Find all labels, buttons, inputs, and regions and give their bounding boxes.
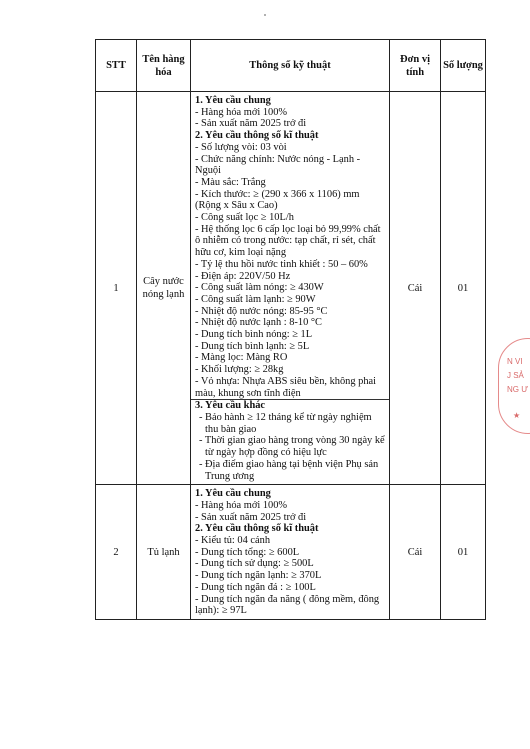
spec-section-title: 2. Yêu cầu thông số kĩ thuật: [195, 523, 319, 535]
spec-line: - Dung tích ngăn đa năng ( đông mềm, đông lạnh): ≥ 97L: [195, 593, 380, 617]
spec-table: [95, 39, 486, 620]
spec-line: - Thời gian giao hàng trong vòng 30 ngày kể từ ngày hợp đồng có hiệu lực: [199, 435, 385, 459]
row-name: Cây nước nóng lạnh: [137, 92, 191, 485]
spec-line: - Hệ thống lọc 6 cấp lọc loại bỏ 99,99% chất ô nhiễm có trong nước: tạp chất, rỉ sét, chất hữu cơ, kim loại nặng: [195, 223, 381, 259]
spec-line: - Màng lọc: Màng RO: [195, 352, 288, 364]
row-name: Tủ lạnh: [137, 485, 191, 620]
spec-subsection-divider: [191, 399, 389, 412]
spec-line: - Dung tích ngăn đá : ≥ 100L: [195, 581, 316, 593]
official-stamp: [498, 338, 530, 434]
spec-line: - Màu sắc: Trắng: [195, 176, 266, 188]
spec-line: - Công suất lọc ≥ 10L/h: [195, 212, 294, 224]
spec-line: - Khối lượng: ≥ 28kg: [195, 364, 284, 376]
spec-line: - Công suất làm nóng: ≥ 430W: [195, 282, 324, 294]
spec-line: - Dung tích sử dụng: ≥ 500L: [195, 558, 314, 570]
header-don-vi: Đơn vị tính: [390, 40, 441, 92]
stamp-star-icon: ★: [513, 411, 521, 420]
table-header-row: [96, 40, 486, 92]
header-stt: STT: [96, 40, 137, 92]
spec-line: - Dung tích ngăn lạnh: ≥ 370L: [195, 570, 322, 582]
spec-line: - Hàng hóa mới 100%: [195, 499, 288, 511]
row-unit: Cái: [390, 485, 441, 620]
row-stt: 2: [96, 485, 137, 620]
row-spec: [191, 485, 390, 620]
spec-line: - Điện áp: 220V/50 Hz: [195, 270, 291, 282]
row-stt: 1: [96, 92, 137, 485]
spec-line: - Công suất làm lạnh: ≥ 90W: [195, 293, 316, 305]
spec-line: - Vỏ nhựa: Nhựa ABS siêu bền, không phai màu, khung sơn tĩnh điện: [195, 375, 377, 399]
row-spec: [191, 92, 390, 485]
table-row: [96, 485, 486, 620]
spec-section-title: 3. Yêu cầu khác: [195, 400, 266, 412]
spec-line: - Kiểu tủ: 04 cánh: [195, 535, 271, 547]
spec-line: - Dung tích bình lạnh: ≥ 5L: [195, 340, 310, 352]
spec-line: - Nhiệt độ nước nóng: 85-95 °C: [195, 305, 328, 317]
spec-section-title: 1. Yêu cầu chung: [195, 95, 271, 106]
spec-section-title: 1. Yêu cầu chung: [195, 488, 271, 500]
spec-line: - Sản xuất năm 2025 trở đi: [195, 511, 307, 523]
row-qty: 01: [441, 92, 486, 485]
row-unit: Cái: [390, 92, 441, 485]
page-mark: [264, 14, 266, 16]
spec-line: - Số lượng vòi: 03 vòi: [195, 141, 287, 153]
spec-line: - Địa điểm giao hàng tại bệnh viện Phụ sản Trung ương: [199, 458, 379, 482]
row-qty: 01: [441, 485, 486, 620]
spec-line: - Tỷ lệ thu hồi nước tinh khiết : 50 – 60%: [195, 258, 368, 270]
spec-line: - Bảo hành ≥ 12 tháng kể từ ngày nghiệm thu bàn giao: [199, 411, 372, 435]
stamp-text: N VI: [507, 357, 523, 366]
spec-section-title: 2. Yêu cầu thông số kĩ thuật: [195, 130, 319, 142]
spec-line: - Chức năng chính: Nước nóng - Lạnh - Nguội: [195, 153, 361, 177]
header-thong-so: Thông số kỹ thuật: [191, 40, 390, 92]
spec-line: - Nhiệt độ nước lạnh : 8-10 °C: [195, 317, 322, 329]
spec-line: - Dung tích bình nóng: ≥ 1L: [195, 329, 313, 341]
spec-line: - Dung tích tổng: ≥ 600L: [195, 546, 300, 558]
stamp-text: NG Ư: [507, 385, 529, 394]
spec-line: - Sản xuất năm 2025 trở đi: [195, 118, 307, 130]
spec-line: - Kích thước: ≥ (290 x 366 x 1106) mm (Rộng x Sâu x Cao): [195, 188, 360, 212]
table-row: [96, 92, 486, 485]
stamp-text: J SẢ: [507, 371, 524, 380]
header-ten-hang-hoa: Tên hàng hóa: [137, 40, 191, 92]
header-so-luong: Số lượng: [441, 40, 486, 92]
spec-line: - Hàng hóa mới 100%: [195, 106, 288, 118]
